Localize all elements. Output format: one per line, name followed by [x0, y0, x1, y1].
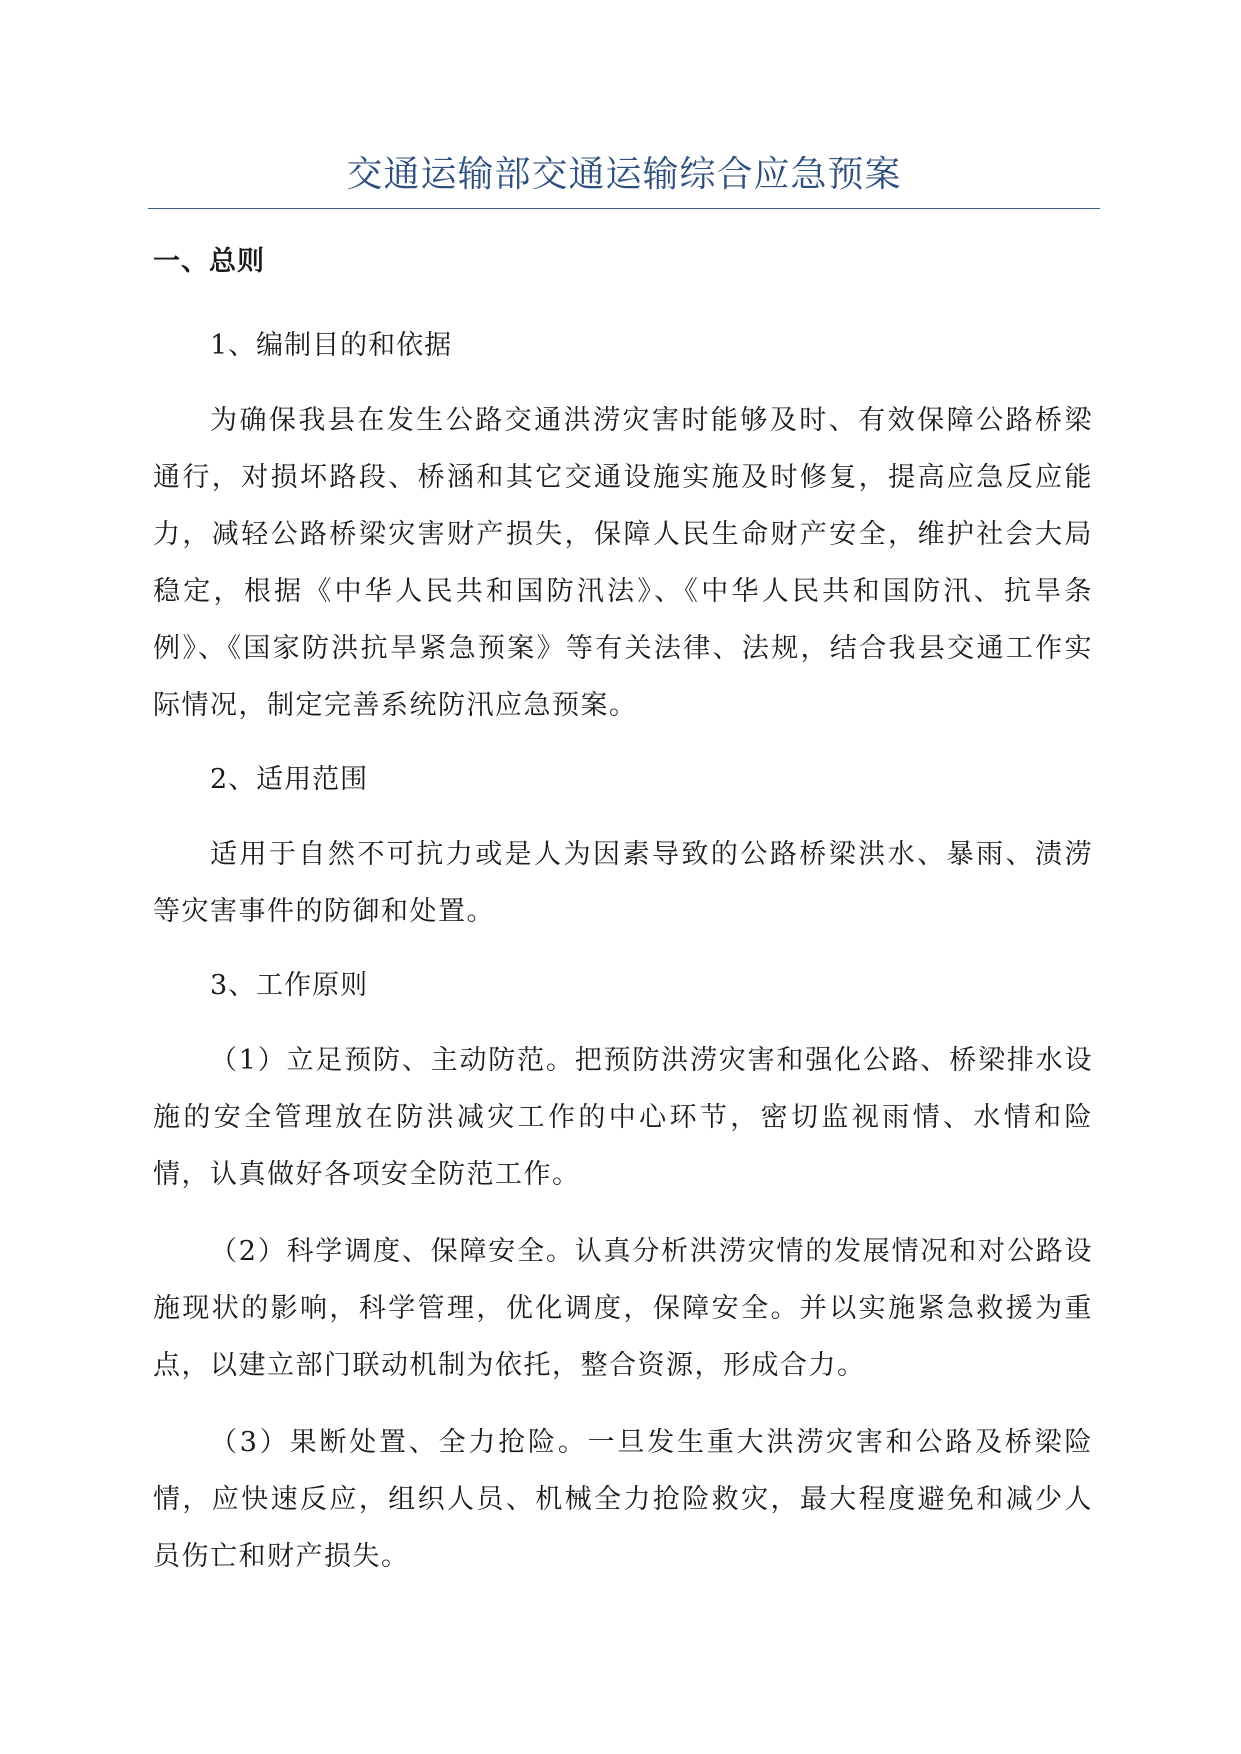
subheading-principles: 3、工作原则 — [210, 970, 369, 1001]
subheading-scope: 2、适用范围 — [210, 764, 369, 795]
paragraph-purpose: 为确保我县在发生公路交通洪涝灾害时能够及时、有效保障公路桥梁通行，对损坏路段、桥涵和其它交通设施实施及时修复，提高应急反应能力，减轻公路桥梁灾害财产损失，保障人民生命财产安全，维护社会大局稳定，根据《中华人民共和国防汛法》、《中华人民共和国防汛、抗旱条例》、《国家防洪抗旱紧急预案》等有关法律、法规，结合我县交通工作实际情况，制定完善系统防汛应急预案。 — [153, 405, 1093, 721]
document-body — [153, 236, 1093, 1605]
title-underline — [148, 208, 1100, 209]
paragraph-principle-2: （2）科学调度、保障安全。认真分析洪涝灾情的发展情况和对公路设施现状的影响，科学管理，优化调度，保障安全。并以实施紧急救援为重点，以建立部门联动机制为依托，整合资源，形成合力。 — [153, 1236, 1093, 1381]
paragraph-principle-3: （3）果断处置、全力抢险。一旦发生重大洪涝灾害和公路及桥梁险情，应快速反应，组织人员、机械全力抢险救灾，最大程度避免和减少人员伤亡和财产损失。 — [153, 1427, 1093, 1572]
paragraph-principle-1: （1）立足预防、主动防范。把预防洪涝灾害和强化公路、桥梁排水设施的安全管理放在防洪减灾工作的中心环节，密切监视雨情、水情和险情，认真做好各项安全防范工作。 — [153, 1045, 1093, 1190]
section-heading-general: 一、总则 — [153, 246, 265, 277]
paragraph-scope: 适用于自然不可抗力或是人为因素导致的公路桥梁洪水、暴雨、渍涝等灾害事件的防御和处置。 — [153, 839, 1093, 927]
subheading-purpose: 1、编制目的和依据 — [210, 330, 453, 361]
document-title: 交通运输部交通运输综合应急预案 — [346, 154, 902, 195]
